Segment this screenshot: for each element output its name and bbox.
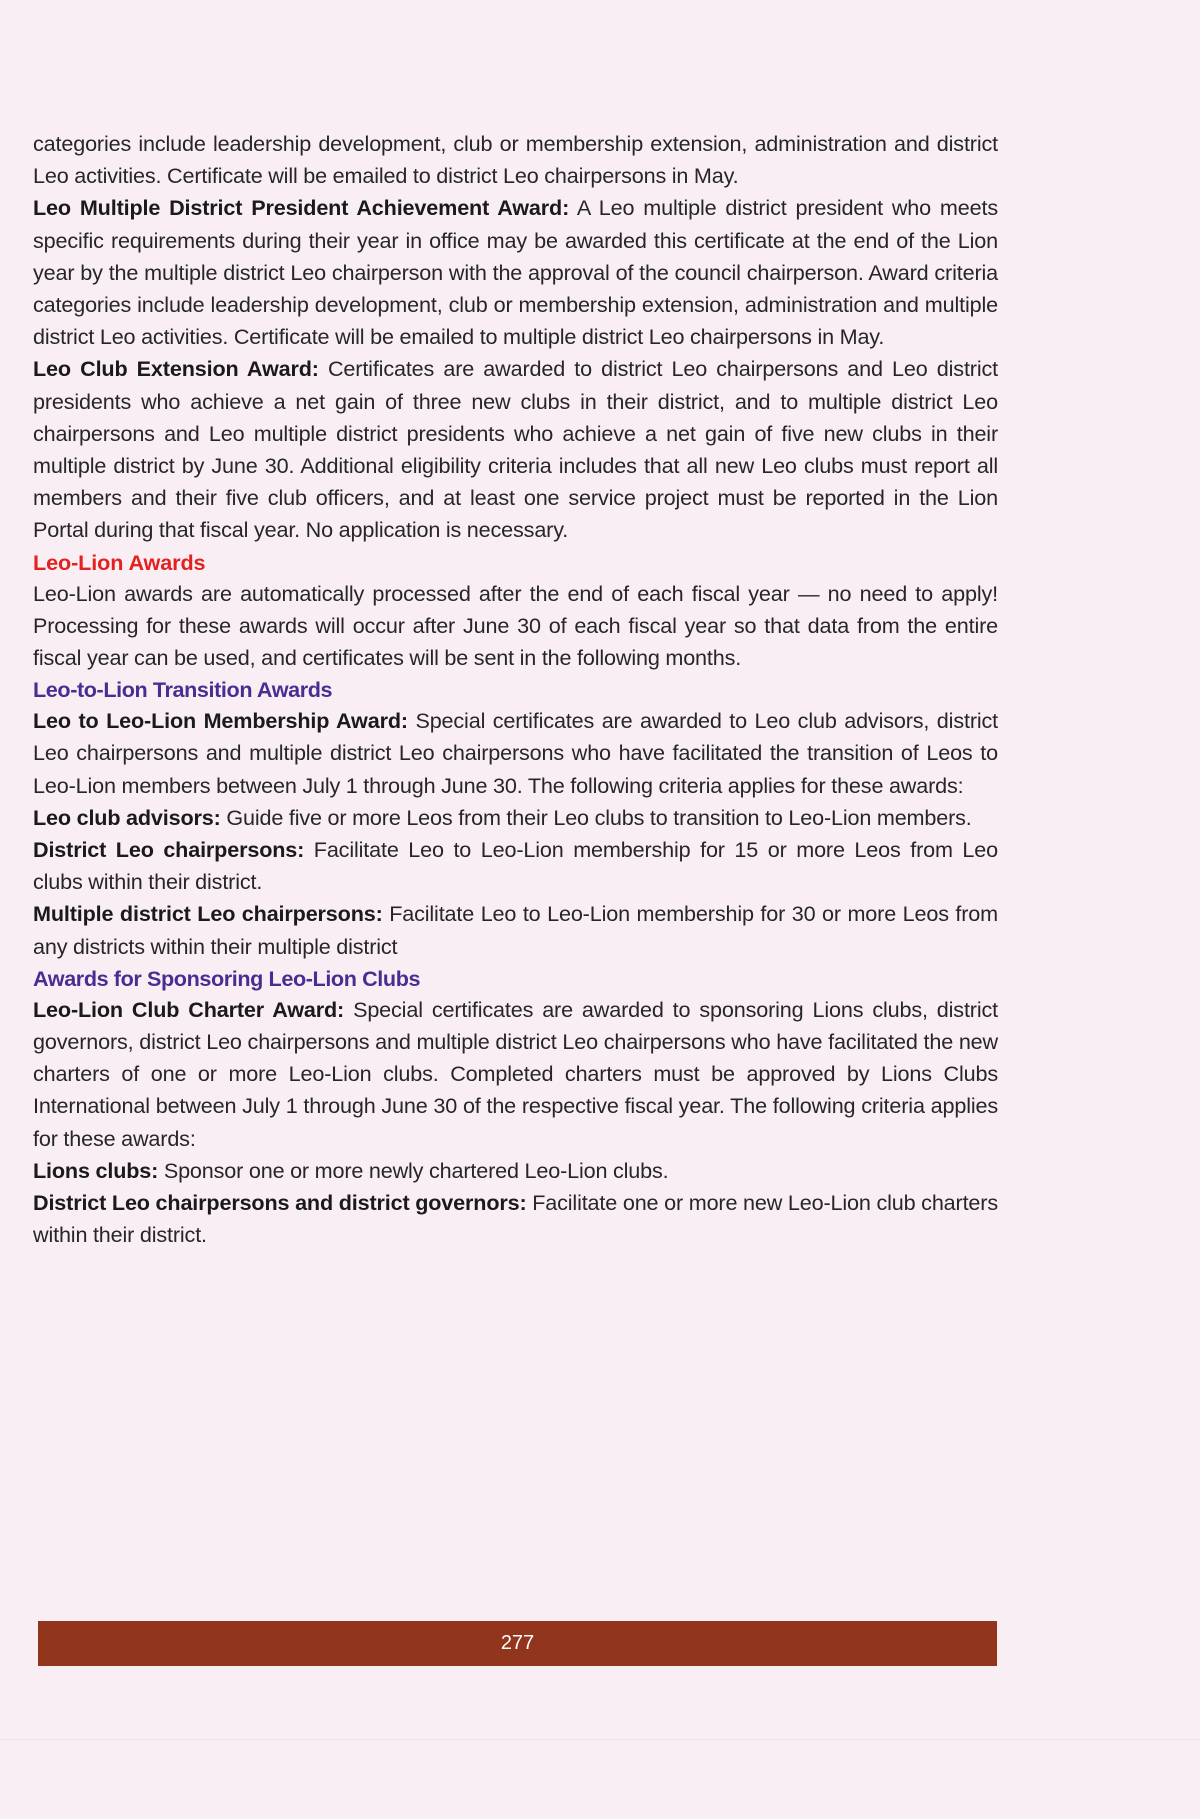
section-heading-awards-for-sponsoring-leo-lion-clubs: Awards for Sponsoring Leo-Lion Clubs [33, 965, 421, 991]
run-in-heading-md-president-achievement-award: Leo Multiple District President Achievement Award: [33, 195, 570, 221]
paragraph-text: Guide five or more Leos from their Leo clubs to transition to Leo-Lion members. [220, 804, 972, 830]
run-in-heading-district-leo-chairpersons-and-district-governors: District Leo chairpersons and district governors: [33, 1190, 527, 1216]
page-content-column [33, 128, 998, 1252]
paragraph-leo-to-leo-lion-membership-award [33, 705, 998, 802]
page-number: 277 [500, 1632, 535, 1654]
run-in-heading-leo-club-extension-award: Leo Club Extension Award: [33, 356, 319, 382]
page-footer-bar [38, 1621, 997, 1666]
paragraph-district-leo-chairpersons-and-district-governors [33, 1187, 998, 1251]
run-in-heading-district-leo-chairpersons: District Leo chairpersons: [33, 837, 305, 863]
paragraph-district-leo-chairpersons [33, 834, 998, 898]
paragraph-text: Facilitate Leo to Leo-Lion membership for 15 or more Leos from Leo clubs within their district. [33, 837, 999, 895]
paragraph-text: A Leo multiple district president who meets specific requirements during their year in office may be awarded this certificate at the end of the Lion year by the multiple district Leo chairperson with the approval of the council chairperson. Award criteria categories include leadership development, club or membership extension, administration and multiple district Leo activities. Certificate will be emailed to multiple district Leo chairpersons in May. [33, 195, 998, 350]
paragraph-leo-lion-awards-intro [33, 578, 998, 675]
run-in-heading-leo-to-leo-lion-membership-award: Leo to Leo-Lion Membership Award: [33, 708, 408, 734]
paragraph-text: Leo-Lion awards are automatically processed after the end of each fiscal year — no need to apply! Processing for these awards will occur after June 30 of each fiscal year so that data from the entire fiscal year can be used, and certificates will be sent in the following months. [33, 580, 998, 671]
run-in-heading-leo-club-advisors: Leo club advisors: [33, 804, 221, 830]
paragraph-leo-club-advisors [33, 802, 998, 834]
paragraph-text: Facilitate one or more new Leo-Lion club charters within their district. [33, 1190, 998, 1248]
run-in-heading-leo-lion-club-charter-award: Leo-Lion Club Charter Award: [33, 996, 345, 1022]
section-heading-leo-lion-awards: Leo-Lion Awards [33, 549, 206, 575]
paragraph-text: Certificates are awarded to district Leo chairpersons and Leo district presidents who achieve a net gain of three new clubs in their district, and to multiple district Leo chairpersons and Leo multiple district presidents who achieve a net gain of five new clubs in their multiple district by June 30. Additional eligibility criteria includes that all new Leo clubs must report all members and their five club officers, and at least one service project must be reported in the Lion Portal during that fiscal year. No application is necessary. [33, 356, 998, 543]
paragraph-text: Facilitate Leo to Leo-Lion membership for 30 or more Leos from any districts within their multiple district [33, 901, 998, 959]
paragraph-md-president-achievement-award [33, 192, 998, 353]
paragraph-multiple-district-leo-chairpersons [33, 898, 998, 962]
run-in-heading-multiple-district-leo-chairpersons: Multiple district Leo chairpersons: [33, 901, 383, 927]
run-in-heading-lions-clubs: Lions clubs: [33, 1157, 159, 1183]
paragraph-continued-intro [33, 128, 998, 192]
page-bottom-hairline [0, 1739, 1200, 1740]
paragraph-leo-lion-club-charter-award [33, 994, 998, 1155]
section-heading-leo-to-lion-transition-awards: Leo-to-Lion Transition Awards [33, 677, 333, 703]
paragraph-text: categories include leadership development, club or membership extension, administration and district Leo activities. Certificate will be emailed to district Leo chairpersons in May. [33, 131, 998, 189]
paragraph-lions-clubs [33, 1155, 998, 1187]
paragraph-text: Special certificates are awarded to Leo club advisors, district Leo chairpersons and multiple district Leo chairpersons who have facilitated the transition of Leos to Leo-Lion members between July 1 through June 30. The following criteria applies for these awards: [33, 708, 998, 798]
paragraph-text: Sponsor one or more newly chartered Leo-Lion clubs. [158, 1157, 669, 1183]
paragraph-leo-club-extension-award [33, 353, 998, 546]
paragraph-text: Special certificates are awarded to sponsoring Lions clubs, district governors, district Leo chairpersons and multiple district Leo chairpersons who have facilitated the new charters of one or more Leo-Lion clubs. Completed charters must be approved by Lions Clubs International between July 1 through June 30 of the respective fiscal year. The following criteria applies for these awards: [33, 996, 998, 1151]
